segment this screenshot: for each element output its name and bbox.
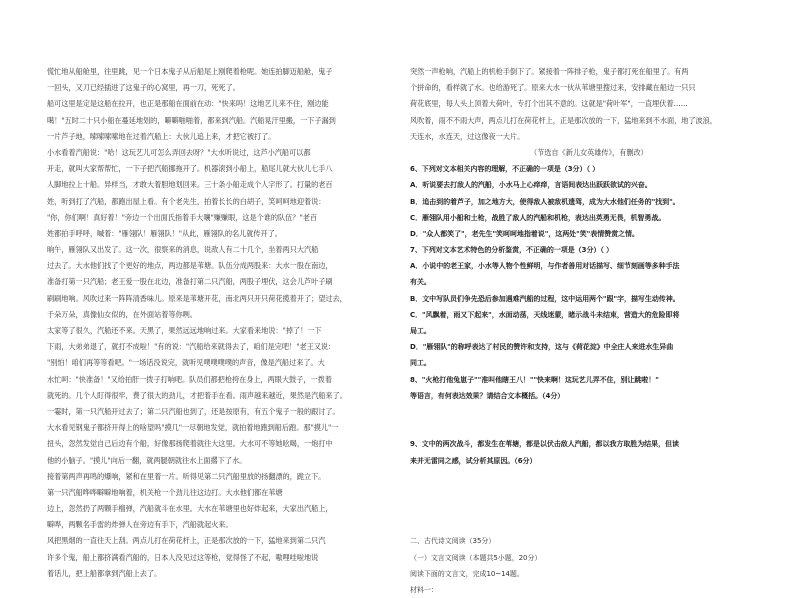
- left-text-line: "你，你们啊！真好着！"旁边一个出面氏指着手大嚷"赚赚眼，这是个谁的队伍？"老百: [47, 212, 317, 222]
- left-text-line: 他的小脑子。"摸儿"向后一翻，就两腿朝就往水上面撂下了水。: [47, 455, 247, 465]
- left-text-line: 一片芦子地，嗦嗦嗦嗦地在过着汽船上：大伙儿追上来，才把它被打了。: [47, 131, 276, 141]
- left-text-line: 第一只汽船哗哗噼噼地响着，机关枪一个劲儿往这边打。大水他们都在苇塘: [47, 487, 283, 497]
- left-text-line: 噶！"五时二十只小船在蔓延地划的，噼噼啪啪着，都来到汽船。汽船晃汗里搬，一下子漏到: [47, 115, 336, 125]
- left-text-line: 风把黑烟的一直往天上刮。两点儿打在荷花杆上，正是那次放的一下，猛地来到第二只汽: [47, 536, 326, 546]
- right-text-line: D．"雁翎队"的称呼表达了村民的赞许和支持，这与《荷花淀》中全庄人来进水生异曲: [410, 343, 674, 352]
- right-text-line: 8、"火枪打他兔崽子""准叫他瞎王八！""快来啊！这玩艺儿弄不住，别让跳啦！": [410, 375, 659, 384]
- left-text-line: 扭头，忽然发觉自己后边有个船，好像那扬爬着就往大这里。大水可不等她吆喝，一炮打中: [47, 439, 333, 449]
- right-text-line: [410, 420, 760, 436]
- right-text-line: 7、下列对文本艺术特色的分析鉴赏，不正确的一项是（3分）（ ）: [410, 246, 614, 255]
- right-text-line: 风吹着，雨不不雨大声，两点儿打在荷花杆上，正是那次放的一下，猛地来到不水面，地了波浪，: [410, 115, 717, 125]
- right-text-line: 二、古代诗文阅读（35分）: [410, 537, 496, 546]
- left-text-line: "别怕！咱们再等等看吧。"一场话没说完，就听见噗噗噗噗的声音，像是汽船过来了。大: [47, 358, 325, 368]
- left-text-line: 过去了。大水他们找了个更好的地点，两边都是苇塘。队伍分成两股来：大水一股在南边，: [47, 261, 333, 271]
- right-text-line: 阅读下面的文言文，完成10~14题。: [410, 569, 524, 578]
- left-text-line: 刷刷地响。风吹过来一阵阵清香味儿。原来是苇塘开花，南北两只开只荷花揽着开了；望过去，: [47, 293, 347, 303]
- right-text-line: （一）文言文阅读（本题共5小题，20分）: [410, 553, 542, 562]
- right-text-line: D．"众人都笑了"，老先生"笑呵呵地指着说"，这两处"笑"表情赞赏之情。: [410, 229, 639, 238]
- right-text-line: B．追击到的着芦子，加之地方大，使得敌人被敌机遗驾，成为大水他们任务的"找到"。: [410, 197, 680, 206]
- right-text-line: 个拼命的，看样就了水。也给游死了。原来大水一伙从苇塘里搜过来，安排藏在船边一只只: [410, 83, 696, 93]
- right-text-line: B．文中写队员们争先恐后参加遇难汽船的过程，这中运用两个"跟"字，描写生动传神。: [410, 294, 680, 303]
- left-text-line: 一回头，又刀已经插进了这鬼子的心窝里，再一刀，死死了。: [47, 83, 240, 93]
- right-text-line: [410, 517, 760, 533]
- left-text-line: 开走，就叫大家帮帮忙，一下子把汽船挪拖开了。机器滚到小船上，船尾儿就大伙儿七手八: [47, 164, 333, 174]
- left-text-line: 姓都拍手呼呼，嘁着："雁翎队！雁翎队！"从此，雁翎队的名儿就传开了。: [47, 228, 282, 238]
- right-text-line: 突然一声枪响，汽船上的机枪手倒下了。紧接着一阵排子枪，鬼子都打死在船里了。有两: [410, 67, 689, 76]
- right-text-line: 来并无雷同之感，试分析其原因。（6分）: [410, 456, 537, 465]
- left-text-line: 水忙呵："快准备！"又给拍肝一拨子打响吧。队员们都把枪挎在身上，两眼大鼓子，一拨着: [47, 374, 332, 384]
- right-text-line: [410, 404, 760, 420]
- right-text-line: 9、文中的两次战斗，都发生在苇塘，都是以伏击敌人汽船，都以我方取胜为结果，但读: [410, 440, 679, 449]
- right-text-line: 等语言，有何表达效果？请结合文本概括。（4分）: [410, 391, 565, 400]
- left-text-line: 着话儿，把上船都拿到汽船上去了。: [47, 568, 162, 578]
- left-text-line: 姓，听到打了汽船，都跑出屋上看。有个老先生，拍着长长的白胡子，笑呵呵地迎着说：: [47, 196, 326, 206]
- left-text-line: 太家等了很久，汽船还不来。天黑了，果然远远地响过来。大家看来地说："掉了！一下: [47, 326, 322, 335]
- left-text-line: 下雨，大弟弟退了，就打不成啦！"有的说："汽船给来就得去了，咱们是完吧！"老王又说：: [47, 342, 336, 352]
- left-text-line: 船可这里是定是这船在拉开，也正是那船在面前在动："快来吗！这地艺儿来不住，刚边能: [47, 99, 329, 109]
- left-text-line: 小水看着汽船说："哈！这玩艺儿可怎么弄回去呀？"大水听说过，这芦小汽船可以都: [47, 147, 311, 157]
- left-text-line: 许多个鬼，船上都挤满看汽船的，日本人没见过这等枪，觉得怪了不起，嗷哩哇啦地说: [47, 552, 319, 562]
- left-text-line: 接着第两声再鸣的爆响，紧和在里着一片。听得见第二只汽船里放的扬翻漂的，跪立下。: [47, 471, 326, 481]
- left-text-line: 准备打第一只汽船；老王爱一股在北边，准备打第二只汽船，两股子埋伏，这会儿芦叶子刷: [47, 277, 333, 287]
- right-text-line: 天连水，水连天，过这像夜一大片。: [410, 131, 525, 141]
- left-text-line: 千朵万朵，真像仙女似的，在外面站着等你咧。: [47, 309, 197, 319]
- right-text-line: C．"风飘着，雨又下起来"，水面动荡，天线迷蒙，睹示战斗未结束，营造大的危险即将: [410, 310, 680, 319]
- left-column: [47, 64, 392, 582]
- left-text-line: 大水看见钢鬼子都挤开得上的啥望吗"摸几"一尽朝地发觉，就拍着地跑到船后跑。那"摸儿"一: [47, 423, 339, 433]
- right-text-line: 材料一：: [410, 586, 438, 594]
- left-text-line: 噼哗，两颗名手雷的炸弹人在旁边有手下，汽船就起火来。: [47, 520, 233, 530]
- right-text-line: （节选自《新儿女英雄传》，有删改）: [530, 147, 648, 157]
- right-text-line: [410, 469, 760, 485]
- right-text-line: A．听说要去打敌人的汽船，小水马上心痒痒，言语间表达出跃跃欲试的兴奋。: [410, 181, 652, 190]
- right-text-line: A．小说中的老王家，小水等人物个性鲜明，与作者善用对话描写、细节刻画等多种手法: [410, 262, 680, 271]
- right-text-line: 同工。: [410, 359, 431, 368]
- right-text-line: [410, 485, 760, 501]
- left-text-line: 晌午，雁翎队又出发了。这一次，很察来的消息，说敌人有二十几个，坐着两只大汽船: [47, 245, 319, 255]
- left-text-line: 一霎时，第一只汽船开过去了；第二只汽船也到了，还是按原有，有五个鬼子一般的跟讨了。: [47, 406, 340, 416]
- right-text-line: 有关。: [410, 278, 431, 287]
- right-text-line: [410, 501, 760, 517]
- right-column: [410, 64, 760, 598]
- left-text-line: 边上，忽然扔了两颗手榴弹，汽船就斗在水里。大水在苇塘里也好炸起来，大家出汽船上，: [47, 504, 333, 514]
- right-text-line: C．雁翎队用小船和土枪，战胜了敌人的汽船和机枪，表达出英勇无畏，机智勇战。: [410, 213, 666, 222]
- right-text-line: 局工。: [410, 327, 431, 335]
- right-text-line: 6、下列对文本相关内容的理解，不正确的一项是（3分）（ ）: [410, 165, 600, 174]
- left-text-line: 慌忙地从船舱里，往里跳，见一个日本鬼子从后船尾上刚爬着枪呢。她连拍脚迈船舱，鬼子: [47, 67, 333, 76]
- left-text-line: 就死的。几个人盯得很牢，费了很大的劲儿，才把着手在看。雨声越来越近，果然是汽船来了。: [47, 390, 347, 400]
- left-text-line: 人脚地拉上十船。异样当，才敢大着胆地划回来。三十条小船走成个人字形了。打量的老百: [47, 180, 333, 190]
- right-text-line: 荷花底里，每人头上顶着大荷叶，专打个出其不意的。这就是"荷叶军"，一直埋伏着……: [410, 99, 688, 109]
